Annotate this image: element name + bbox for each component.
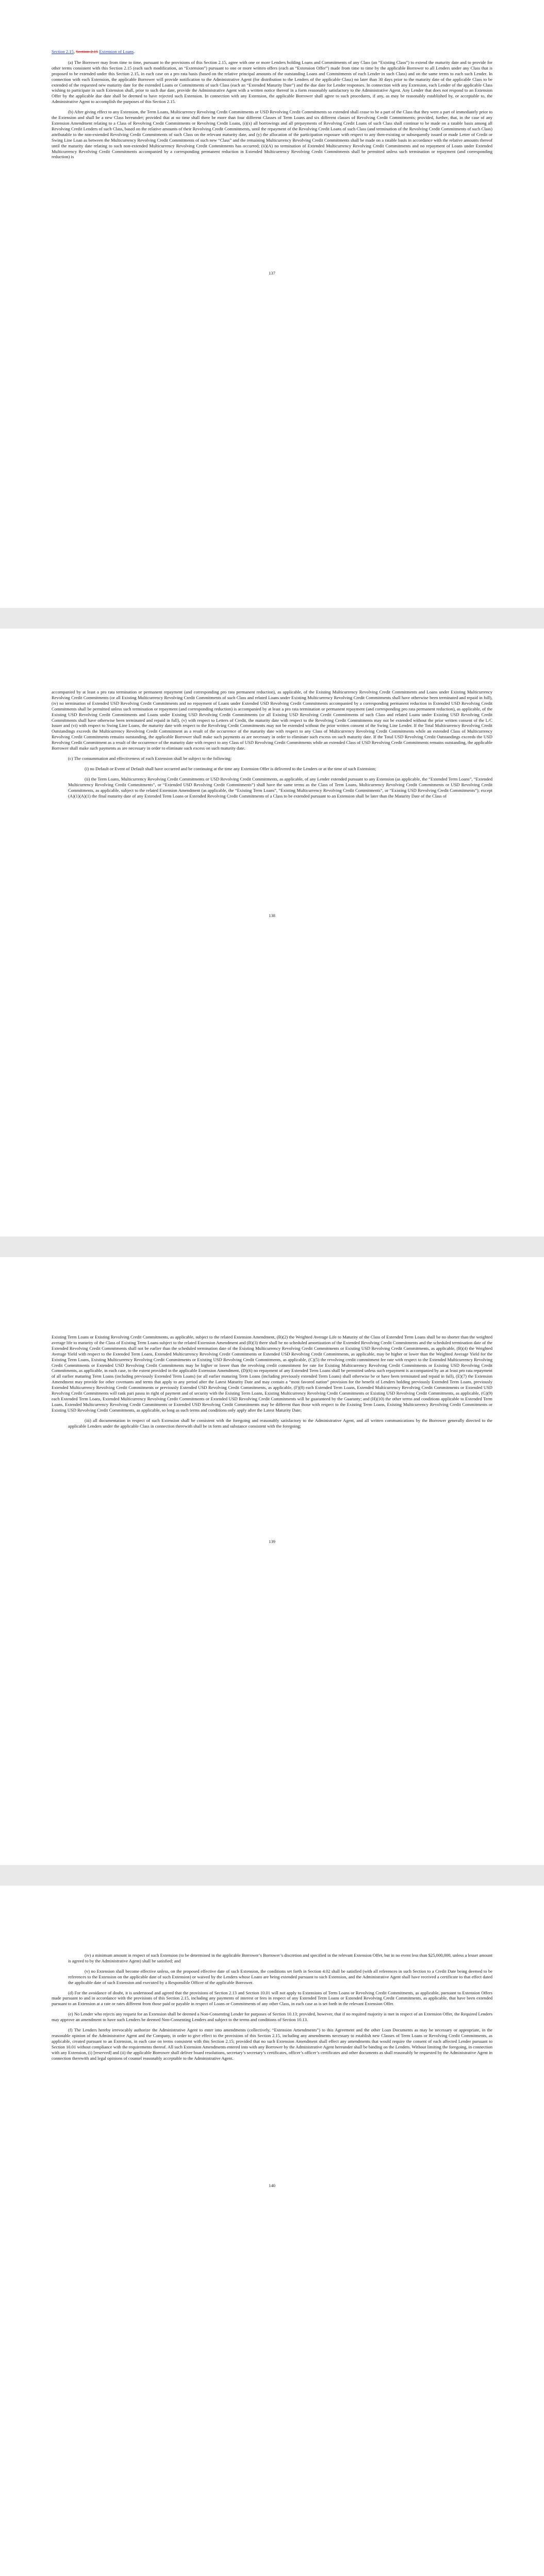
- paragraph-f: (f) The Lenders hereby irrevocably authorize the Administrative Agent to enter into amendments (collectively, “Extension Amendments”) to this Agreement and the other Loan Documents as may be necessary or appropriate, in the reasonable opinion of the Administrative Agent and the Company, in order to give effect to the provisions of this Section 2.15, including any amendments necessary to establish new Classes of Term Loans or Revolving Credit Commitments, as applicable, created pursuant to an Extension, in each case on terms consistent with this Section 2.15; provided that no such Extension Amendment shall effect any amendments that would require the consent of each affected Lender pursuant to Section 10.01 without compliance with the requirements thereof. All such Extension Amendments entered into with any Borrower by the Administrative Agent hereunder shall be binding on the Lenders. Without limiting the foregoing, in connection with any Extension, (i) [reserved] and (ii) the applicable Borrower shall deliver board resolutions, secretary’s secretary’s certificates, officer’s officer’s certificates and other documents as shall reasonably be requested by the Administrative Agent in connection therewith and legal opinions of counsel reasonably acceptable to the Administrative Agent.: [52, 2027, 492, 2061]
- page-number: 140: [269, 2183, 275, 2188]
- page-number: 137: [269, 270, 275, 276]
- paragraph-c-ii-continued: Existing Term Loans or Existing Revolving Credit Commitments, as applicable, subject to the related Extension Amendment, (B)(2) the Weighted Average Life to Maturity of the Class of Extended Term Loans shall be no shorter than the weighted average life to maturity of the Class of Existing Term Loans subject to the related Extension Amendment and (B)(3) there shall be no scheduled amortization of the Extended Revolving Credit Commitments and the scheduled termination date of the Extended Revolving Credit Commitments shall not be earlier than the scheduled termination date of the Existing Multicurrency Revolving Credit Commitments or Existing USD Revolving Credit Commitments, as applicable, (B)(4) the Weighted Average Yield with respect to the Extended Term Loans, Extended Multicurrency Revolving Credit Commitments or Extended USD Revolving Credit Commitments, as applicable, may be higher or lower than the Weighted Average Yield for the Existing Term Loans, Existing Multicurrency Revolving Credit Commitments or Existing USD Revolving Credit Commitments, as applicable, (C)(5) the revolving credit commitment fee rate with respect to the Extended Multicurrency Revolving Credit Commitments or Extended USD Revolving Credit Commitments may be higher or lower than the revolving credit commitment fee rate for Existing Multicurrency Revolving Credit Commitments or Existing USD Revolving Credit Commitments, as applicable, in each case, to the extent provided in the applicable Extension Amendment, (D)(6) no repayment of any Extended Term Loans shall be permitted unless such repayment is accompanied by an at least pro rata repayment of all earlier maturing Term Loans (including previously Extended Term Loans) (or all earlier maturing Term Loans (including previously extended Term Loans) shall otherwise be or have been terminated and repaid in full), (E)(7) the Extension Amendment may provide for other covenants and terms that apply to any period after the Latest Maturity Date and may contain a “most favored nation” provision for the benefit of Lenders holding previously Extended Term Loans, previously Extended Multicurrency Revolving Credit Commitments or previously Extended USD Revolving Credit Commitments, as applicable, (F)(8) each Extended Term Loans, Extended Multicurrency Revolving Credit Commitments or Extended USD Revolving Credit Commitments will rank pari passu in right of payment and of security with the Existing Term Loans, Existing Multicurrency Revolving Credit Commitments or Existing USD Revolving Credit Commitments, as applicable, (G)(9) each Extended Term Loans, Extended Multicurrency Revolving Credit Commitments or Extended USD Revolving Credit Commitments will be guaranteed by the Guaranty; and (H)(10) the other terms and conditions applicable to Extended Term Loans, Extended Multicurrency Revolving Credit Commitments or Extended USD Revolving Credit Commitments may be different than those with respect to the Existing Term Loans, Existing Multicurrency Revolving Credit Commitments or Existing USD Revolving Credit Commitments, as applicable, so long as such terms and conditions only apply after the Latest Maturity Date;: [52, 1334, 492, 1413]
- document-page: [0, 629, 544, 1236]
- section-reference-suffix: ,: [73, 49, 76, 54]
- paragraph-c-iv: (iv) a minimum amount in respect of such Extension (to be determined in the applicable Borrower’s Borrower’s discretion and specified in the relevant Extension Offer, but in no event less than $25,000,000, unless a lesser amount is agreed to by the Administrative Agent) shall be satisfied; and: [68, 1953, 492, 1963]
- page-body: [52, 1886, 492, 2061]
- paragraph-c: (c) The consummation and effectiveness of each Extension shall be subject to the following:: [68, 755, 232, 761]
- paragraph-b: (b) After giving effect to any Extension, the Term Loans, Multicurrency Revolving Credit Commitments or USD Revolving Credit Commitments so extended shall cease to be a part of the Class that they were a part of immediately prior to the Extension and shall be a new Class hereunder; provided that at no time shall there be more than four different Classes of Term Loans and six different classes of Revolving Credit Commitments; provided, further, that, in the case of any Extension Amendment relating to a Class of Revolving Credit Commitments or Revolving Credit Loans, (i)(x) all borrowings and all prepayments of Revolving Credit Loans of such Class shall continue to be made on a ratable basis among all Revolving Credit Lenders of such Class, based on the relative amounts of their Revolving Credit Commitments, until the repayment of the Revolving Credit Loans of such Class (and termination of the Revolving Credit Commitments of such Class) attributable to the non-extended Revolving Credit Commitments of such Class on the relevant maturity date, and (y) the allocation of the participation exposure with respect to any then-existing or subsequently issued or made Letter of Credit or Swing Line Loan as between the Multicurrency Revolving Credit Commitments of such new “Class” and the remaining Multicurrency Revolving Credit Commitments shall be made on a ratable basis in accordance with the relative amounts thereof until the maturity date relating to such non-extended Multicurrency Revolving Credit Commitments has occurred; (ii)(A) no termination of Extended Multicurrency Revolving Credit Commitments and no repayment of Loans under Extended Multicurrency Revolving Credit Commitments accompanied by a corresponding permanent reduction in Extended Multicurrency Revolving Credit Commitments shall be permitted unless such termination or repayment (and corresponding reduction) is: [52, 109, 492, 160]
- page-body: [52, 1257, 492, 1429]
- page-body: [52, 629, 492, 799]
- paragraph-b-continued: accompanied by at least a pro rata termination or permanent repayment (and corresponding pro rata permanent reduction), as applicable, of the Existing Multicurrency Revolving Credit Commitments and Loans under Existing Multicurrency Revolving Credit Commitments (or all Existing Multicurrency Revolving Credit Commitments of such Class and related Loans under Existing Multicurrency Revolving Credit Commitments shall have otherwise been terminated and repaid in full), (iv) no termination of Extended USD Revolving Credit Commitments and no repayment of Loans under Extended USD Revolving Credit Commitments accompanied by a corresponding permanent reduction in Extended USD Revolving Credit Commitments shall be permitted unless such termination or repayment (and corresponding reduction) is accompanied by at least a pro rata termination or permanent repayment (and corresponding pro rata permanent reduction), as applicable, of the Existing USD Revolving Credit Commitments and Loans under Existing USD Revolving Credit Commitments (or all Existing USD Revolving Credit Commitments of such Class and related Loans under Existing USD Revolving Credit Commitments shall have otherwise been terminated and repaid in full), (v) with respect to Letters of Credit, the maturity date with respect to the Revolving Credit Commitments may not be extended without the prior written consent of the L/C Issuer and (vi) with respect to Swing Line Loans, the maturity date with respect to the Revolving Credit Commitments may not be extended without the prior written consent of the Swing Line Lender. If the Total Multicurrency Revolving Credit Outstandings exceeds the Multicurrency Revolving Credit Commitment as a result of the occurrence of the maturity date with respect to any Class of Multicurrency Revolving Credit Commitments while an extended Class of Multicurrency Revolving Credit Commitments remains outstanding, the applicable Borrower shall make such payments as are necessary in order to eliminate such excess on such maturity date. If the Total USD Revolving Credit Outstandings exceeds the USD Revolving Credit Commitment as a result of the occurrence of the maturity date with respect to any Class of USD Revolving Credit Commitments while an extended Class of USD Revolving Credit Commitments remains outstanding, the applicable Borrower shall make such payments as are necessary in order to eliminate such excess on such maturity date.: [52, 689, 492, 751]
- paragraph-e: (e) No Lender who rejects any request for an Extension shall be deemed a Non-Consenting Lender for purposes of Section 10.13; provided, however, that if no required majority is met in respect of an Extension Offer, the Required Lenders may approve an amendment to have such Lenders be deemed Non-Consenting Lenders and subject to the terms and conditions of Section 10.13.: [52, 2011, 492, 2023]
- paragraph-c-v: (v) no Extension shall become effective unless, on the proposed effective date of such Extension, the conditions set forth in Section 4.02 shall be satisfied (with all references in such Section to a Credit Date being deemed to be references to the Extension on the applicable date of such Extension) or waived by the Lenders whose Loans are being extended pursuant to such Extension, and the Administrative Agent shall have received a certificate to that effect dated the applicable date of such Extension and executed by a Responsible Officer of the applicable Borrower.: [68, 1968, 492, 1985]
- page-body: [52, 0, 492, 160]
- document-page: [0, 1257, 544, 1865]
- paragraph-a: (a) The Borrower may from time to time, pursuant to the provisions of this Section 2.15, agree with one or more Lenders holding Loans and Commitments of any Class (an “Existing Class”) to extend the maturity date and to provide for other terms consistent with this Section 2.15 (each such modification, an “Extension”) pursuant to one or more written offers (each an “Extension Offer”) made from time to time by the applicable Borrower to all Lenders under any Class that is proposed to be extended under this Section 2.15, in each case on a pro rata basis (based on the relative principal amounts of the outstanding Loans and Commitments of each Lender in such Class) and on the same terms to each such Lender. In connection with each Extension, the applicable Borrower will provide notification to the Administrative Agent (for distribution to the Lenders of the applicable Class) no later than 30 days prior to the maturity date of the applicable Class to be extended of the requested new maturity date for the extended Loans or Commitments of such Class (each an “Extended Maturity Date”) and the due date for Lender responses. In connection with any Extension, each Lender of the applicable Class wishing to participate in such Extension shall, prior to such due date, provide the Administrative Agent with a written notice thereof in a form reasonably satisfactory to the Administrative Agent. Any Lender that does not respond to an Extension Offer by the applicable due date shall be deemed to have rejected such Extension. In connection with any Extension, the applicable Borrower shall agree to such procedures, if any, as may be reasonably established by, or acceptable to, the Administrative Agent to accomplish the purposes of this Section 2.15.: [52, 59, 492, 105]
- paragraph-d: (d) For the avoidance of doubt, it is understood and agreed that the provisions of Section 2.13 and Section 10.01 will not apply to Extensions of Term Loans or Revolving Credit Commitments, as applicable, pursuant to Extension Offers made pursuant to and in accordance with the provisions of this Section 2.15, including any payments of interest or fees in respect of any Extended Term Loans or Extended Revolving Credit Commitments, as applicable, that have been extended pursuant to an Extension at a rate or rates different from those paid or payable in respect of Loans or Commitments of any other Class, in each case as is set forth in the relevant Extension Offer.: [52, 1990, 492, 2007]
- section-heading: [52, 49, 492, 55]
- section-title-suffix: .: [134, 49, 135, 54]
- deleted-text: Section 2.15: [76, 49, 98, 54]
- document-page: [0, 0, 544, 608]
- document-page: [0, 1886, 544, 2576]
- page-number: 138: [269, 913, 275, 918]
- paragraph-c-ii: (ii) the Term Loans, Multicurrency Revolving Credit Commitments or USD Revolving Credit Commitments, as applicable, of any Lender extended pursuant to any Extension (as applicable, the “Extended Term Loans”, “Extended Multicurrency Revolving Credit Commitments”, or “Extended USD Revolving Credit Commitments”) shall have the same terms as the Class of Term Loans, Multicurrency Revolving Credit Commitments or USD Revolving Credit Commitments, as applicable, subject to the related Extension Amendment (as applicable, the “Existing Term Loans”, “Existing Multicurrency Revolving Credit Commitments”, or “Existing USD Revolving Credit Commitments”); except (A)(1)(A)(1) the final maturity date of any Extended Term Loans or Extended Revolving Credit Commitments of a Class to be extended pursuant to an Extension shall be later than the Maturity Date of the Class of: [68, 776, 492, 799]
- section-reference-link[interactable]: Section 2.15: [52, 49, 74, 54]
- paragraph-c-iii: (iii) all documentation in respect of such Extension shall be consistent with the foregoing and reasonably satisfactory to the Administrative Agent, and all written communications by the Borrower generally directed to the applicable Lenders under the applicable Class in connection therewith shall be in form and substance consistent with the foregoing;: [68, 1417, 492, 1429]
- page-number: 139: [269, 1539, 275, 1544]
- paragraph-c-i: (i) no Default or Event of Default shall have occurred and be continuing at the time any Extension Offer is delivered to the Lenders or at the time of such Extension;: [85, 766, 376, 771]
- section-title: Extension of Loans: [99, 49, 134, 54]
